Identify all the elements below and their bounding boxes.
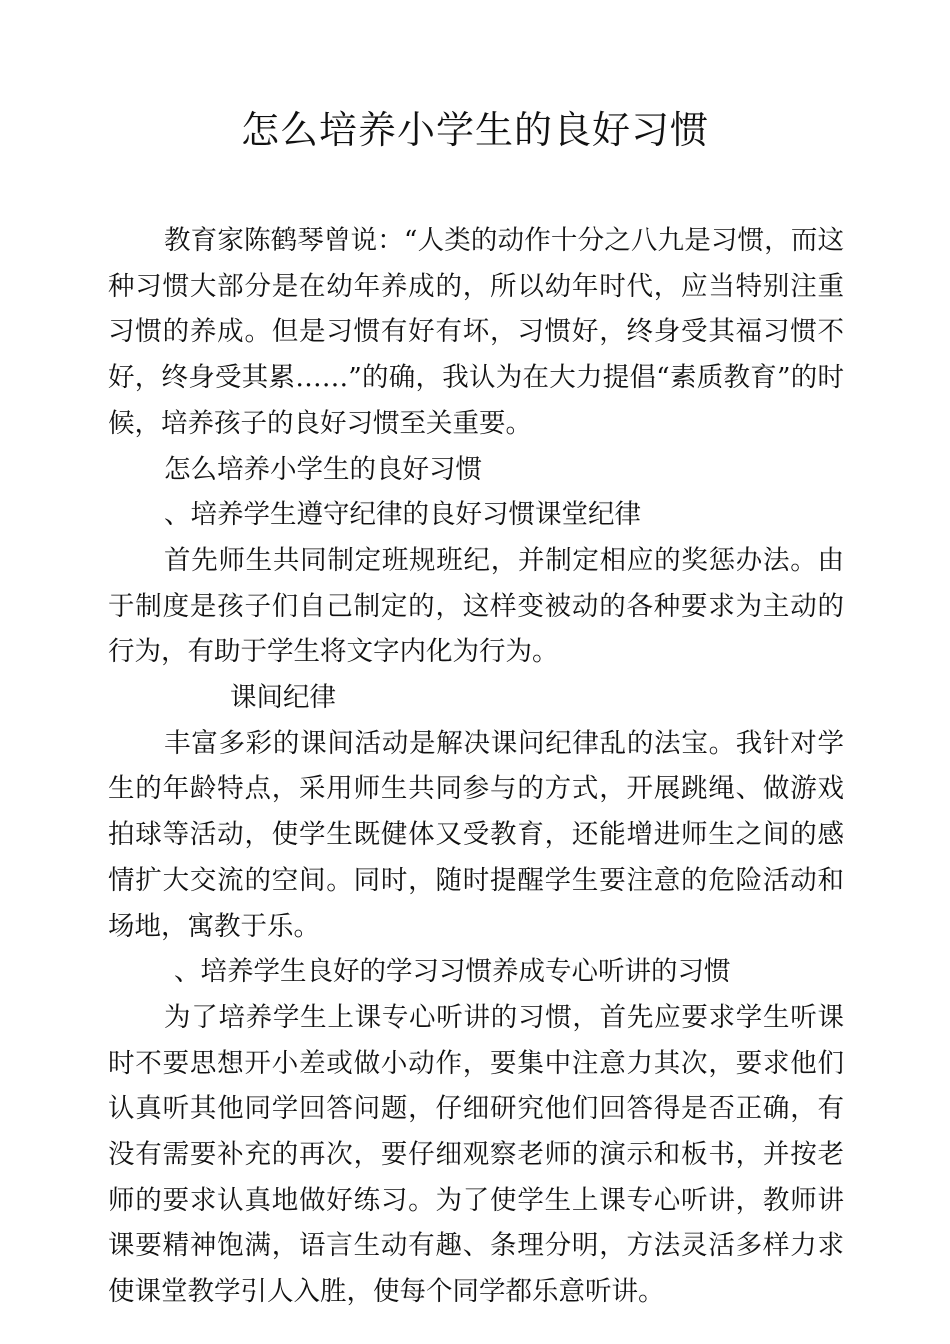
paragraph-intro: 教育家陈鹤琴曾说：“人类的动作十分之八九是习惯，而这种习惯大部分是在幼年养成的，所以幼年时代，应当特别注重习惯的养成。但是习惯有好有坏，习惯好，终身受其福习惯不好，终身受其累……”的确，我认为在大力提倡“素质教育”的时候，培养孩子的良好习惯至关重要。 (108, 225, 844, 439)
section-heading-main: 怎么培养小学生的良好习惯 (164, 453, 482, 485)
section-heading-study-habits: 、培养学生良好的学习习惯养成专心听讲的习惯 (174, 956, 731, 988)
subheading-break-discipline: 课间纪律 (230, 682, 336, 714)
document-body (108, 218, 844, 1315)
paragraph-classroom-discipline: 首先师生共同制定班规班纪，并制定相应的奖惩办法。由于制度是孩子们自己制定的，这样变被动的各种要求为主动的行为，有助于学生将文字内化为行为。 (108, 544, 844, 668)
paragraph-listening-habits: 为了培养学生上课专心听讲的习惯，首先应要求学生听课时不要思想开小差或做小动作，要集中注意力其次，要求他们认真听其他同学回答问题，仔细研究他们回答得是否正确，有没有需要补充的再次，要仔细观察老师的演示和板书，并按老师的要求认真地做好练习。为了使学生上课专心听讲，教师讲课要精神饱满，语言生动有趣、条理分明，方法灵活多样力求使课堂教学引人入胜，使每个同学都乐意听讲。 (108, 1001, 844, 1308)
section-heading-discipline: 、培养学生遵守纪律的良好习惯课堂纪律 (164, 499, 641, 531)
document-title: 怎么培养小学生的良好习惯 (240, 108, 709, 152)
paragraph-break-activities: 丰富多彩的课间活动是解决课问纪律乱的法宝。我针对学生的年龄特点，采用师生共同参与的方式，开展跳绳、做游戏拍球等活动，使学生既健体又受教育，还能增进师生之间的感情扩大交流的空间。同时，随时提醒学生要注意的危险活动和场地，寓教于乐。 (108, 727, 844, 942)
